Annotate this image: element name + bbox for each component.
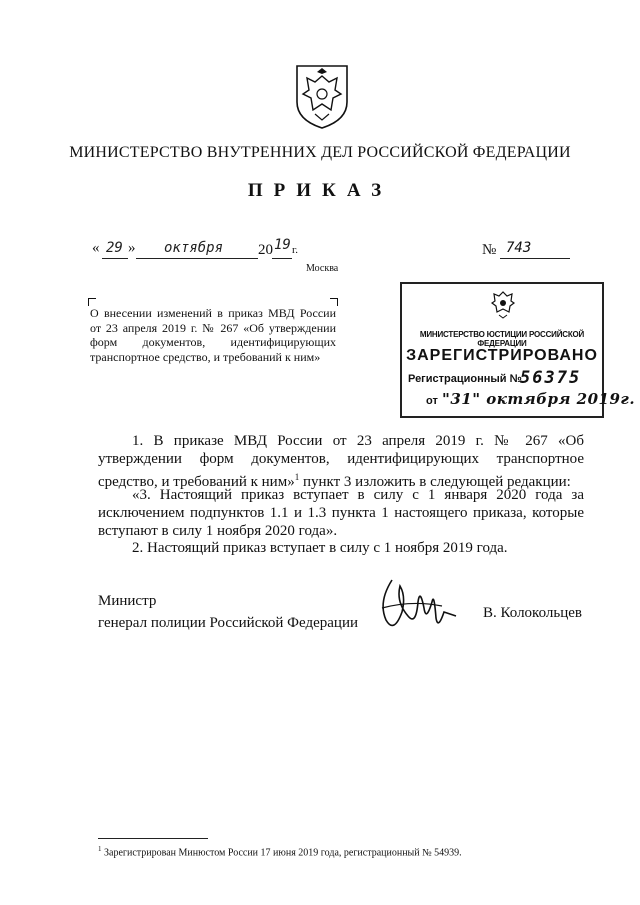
stamp-date-line bbox=[426, 390, 636, 408]
order-number bbox=[482, 240, 572, 264]
paragraph-3 bbox=[98, 539, 584, 557]
date-year-unit: г. bbox=[292, 244, 299, 256]
year-underline bbox=[272, 258, 292, 259]
number-underline bbox=[500, 258, 570, 259]
handwritten-signature bbox=[372, 572, 460, 642]
coat-of-arms-emblem bbox=[293, 62, 351, 130]
bracket-top-right bbox=[330, 298, 338, 306]
footnote-text: Зарегистрирован Минюстом России 17 июня 2019 года, регистрационный № 54939. bbox=[101, 847, 462, 859]
ministry-header: МИНИСТЕРСТВО ВНУТРЕННИХ ДЕЛ РОССИЙСКОЙ ФЕДЕРАЦИИ bbox=[69, 144, 571, 161]
paragraph-3-text: 2. Настоящий приказ вступает в силу с 1 ноября 2019 года. bbox=[132, 540, 508, 556]
day-underline bbox=[102, 258, 128, 259]
stamp-date-handwritten: "31" октября 2019г. bbox=[442, 390, 636, 408]
stamp-emblem-icon bbox=[488, 288, 518, 320]
month-underline bbox=[136, 258, 258, 259]
number-label: № bbox=[482, 242, 497, 258]
stamp-registered: ЗАРЕГИСТРИРОВАНО bbox=[406, 347, 598, 364]
footnote-mark-bottom: 1 bbox=[98, 845, 102, 853]
signatory-title bbox=[98, 590, 358, 634]
paragraph-2-text: «3. Настоящий приказ вступает в силу с 1 января 2020 года за исключением подпунктов 1.1 и 1.3 пункта 1 настоящего приказа, которые вступают в силу 1 ноября 2020 года». bbox=[98, 487, 584, 539]
date-day: 29 bbox=[106, 240, 123, 256]
city: Москва bbox=[306, 263, 339, 274]
signatory-title-line-1: Министр bbox=[98, 593, 157, 609]
date-year-prefix: 20 bbox=[258, 242, 273, 258]
order-title: ПРИКАЗ bbox=[247, 180, 393, 201]
paragraph-1-text: 1. В приказе МВД России от 23 апреля 2019 г. № 267 «Об утверждении форм документов, идентифицирующих транспортное средство, и требований к ним» bbox=[98, 433, 584, 490]
stamp-reg-label: Регистрационный № bbox=[408, 373, 522, 385]
footnote bbox=[98, 845, 462, 858]
footnote-divider bbox=[98, 838, 208, 839]
order-date bbox=[92, 237, 312, 264]
date-month: октября bbox=[164, 240, 224, 256]
stamp-reg-line bbox=[408, 368, 603, 388]
paragraph-1-end: пункт 3 изложить в следующей редакции: bbox=[299, 474, 571, 490]
stamp-date-prefix: от bbox=[426, 395, 438, 407]
stamp-ministry: МИНИСТЕРСТВО ЮСТИЦИИ РОССИЙСКОЙ ФЕДЕРАЦИИ bbox=[419, 330, 585, 348]
order-number-value: 743 bbox=[506, 240, 532, 256]
date-close-quote: » bbox=[128, 240, 136, 256]
date-year-suffix: 19 bbox=[274, 237, 291, 253]
date-open-quote: « bbox=[92, 240, 100, 256]
stamp-reg-number: 56375 bbox=[520, 368, 582, 388]
order-subject bbox=[90, 306, 336, 364]
registration-stamp bbox=[400, 282, 636, 418]
footnote-mark: 1 bbox=[294, 472, 300, 482]
signatory-name: В. Колокольцев bbox=[483, 605, 582, 621]
subject-text: О внесении изменений в приказ МВД России от 23 апреля 2019 г. № 267 «Об утверждении форм документов, идентифицирующих транспортное средство, и требований к ним» bbox=[90, 306, 336, 364]
bracket-top-left bbox=[88, 298, 96, 306]
signatory-title-line-2: генерал полиции Российской Федерации bbox=[98, 615, 359, 631]
paragraph-1 bbox=[98, 432, 584, 491]
paragraph-2 bbox=[98, 486, 584, 540]
